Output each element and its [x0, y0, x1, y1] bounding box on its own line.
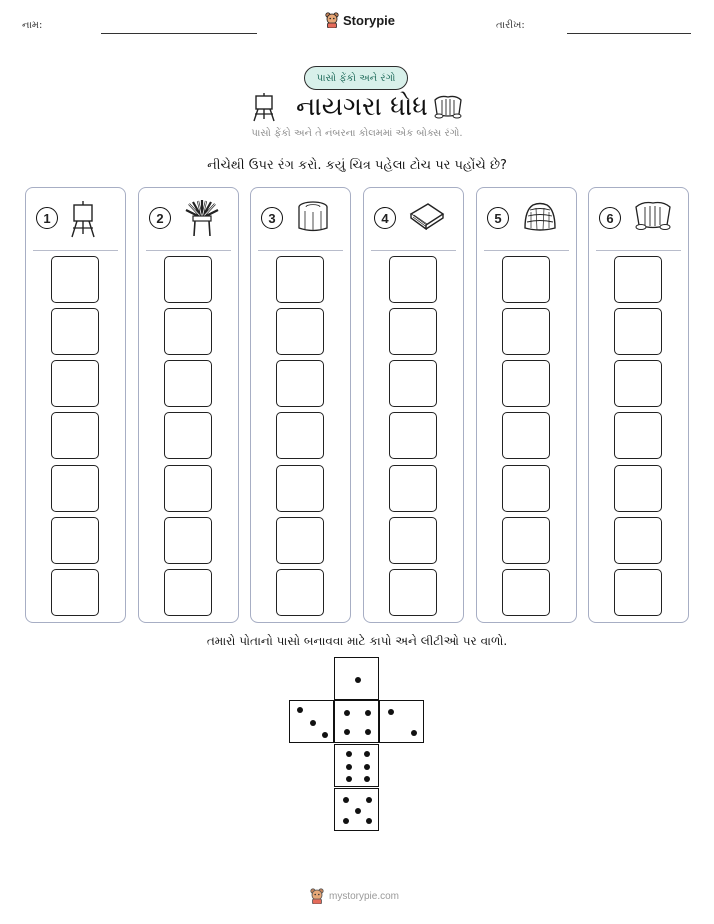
dice-face-5	[334, 788, 379, 831]
column-header	[589, 188, 688, 248]
column-header	[364, 188, 463, 248]
page-title: નાયગરા ધોધ	[296, 92, 428, 122]
column-header	[139, 188, 238, 248]
dice-pip	[364, 776, 370, 782]
dice-pip	[346, 751, 352, 757]
hay-bale-icon	[521, 200, 559, 238]
color-box[interactable]	[614, 256, 662, 303]
dice-pip	[364, 764, 370, 770]
column-5	[476, 187, 577, 623]
color-box[interactable]	[614, 412, 662, 459]
color-box[interactable]	[164, 465, 212, 512]
dice-pip	[297, 707, 303, 713]
column-4	[363, 187, 464, 623]
dice-pip	[355, 808, 361, 814]
color-box[interactable]	[276, 360, 324, 407]
brand-logo	[325, 12, 395, 28]
column-number: 1	[36, 207, 58, 229]
dice-pip	[344, 710, 350, 716]
waterfall-icon	[633, 200, 673, 236]
color-box[interactable]	[276, 308, 324, 355]
column-number: 5	[487, 207, 509, 229]
dice-pip	[346, 764, 352, 770]
dice-pip	[343, 818, 349, 824]
bear-icon	[310, 888, 324, 904]
waterfall-icon	[432, 94, 464, 124]
dice-pip	[365, 729, 371, 735]
color-box[interactable]	[51, 569, 99, 616]
dice-pip	[344, 729, 350, 735]
book-icon	[408, 200, 446, 234]
color-box[interactable]	[502, 308, 550, 355]
dice-face-6	[334, 744, 379, 787]
question-text: નીચેથી ઉપર રંગ કરો. કયું ચિત્ર પહેલા ટોચ પર પહોંચે છે?	[207, 158, 507, 173]
color-box[interactable]	[51, 465, 99, 512]
color-box[interactable]	[276, 256, 324, 303]
color-box[interactable]	[389, 412, 437, 459]
dice-pip	[411, 730, 417, 736]
column-number: 6	[599, 207, 621, 229]
dice-pip	[310, 720, 316, 726]
column-number: 3	[261, 207, 283, 229]
color-box[interactable]	[389, 360, 437, 407]
color-box[interactable]	[164, 360, 212, 407]
dice-pip	[355, 677, 361, 683]
tree-stump-icon	[295, 200, 331, 238]
color-box[interactable]	[51, 308, 99, 355]
color-box[interactable]	[389, 517, 437, 564]
easel-icon	[70, 200, 96, 242]
column-divider	[484, 250, 569, 251]
dice-pip	[322, 732, 328, 738]
column-1	[25, 187, 126, 623]
color-box[interactable]	[389, 569, 437, 616]
color-box[interactable]	[502, 569, 550, 616]
color-box[interactable]	[389, 465, 437, 512]
color-box[interactable]	[614, 517, 662, 564]
dice-pip	[343, 797, 349, 803]
column-3	[250, 187, 351, 623]
date-line	[567, 33, 691, 34]
column-number: 4	[374, 207, 396, 229]
color-box[interactable]	[276, 569, 324, 616]
dice-face-3	[289, 700, 334, 743]
footer-url: mystorypie.com	[329, 890, 400, 902]
color-box[interactable]	[502, 412, 550, 459]
column-2	[138, 187, 239, 623]
column-divider	[596, 250, 681, 251]
color-box[interactable]	[389, 256, 437, 303]
name-label: નામ:	[22, 20, 43, 31]
column-header	[477, 188, 576, 248]
color-box[interactable]	[502, 360, 550, 407]
dice-pip	[366, 818, 372, 824]
headdress-icon	[183, 200, 221, 242]
color-box[interactable]	[502, 256, 550, 303]
column-divider	[258, 250, 343, 251]
color-box[interactable]	[164, 517, 212, 564]
footer	[310, 888, 399, 904]
date-label: તારીખ:	[496, 20, 525, 31]
column-header	[251, 188, 350, 248]
dice-face-1	[334, 657, 379, 700]
column-divider	[146, 250, 231, 251]
easel-icon	[252, 92, 276, 126]
dice-pip	[364, 751, 370, 757]
bear-icon	[325, 12, 339, 28]
dice-face-4	[334, 700, 379, 743]
color-box[interactable]	[164, 308, 212, 355]
color-box[interactable]	[276, 412, 324, 459]
subtitle: પાસો ફેંકો અને તે નંબરના કોલમમાં એક બોક્સ રંગો.	[251, 128, 463, 139]
color-box[interactable]	[164, 412, 212, 459]
dice-instruction: તમારો પોતાનો પાસો બનાવવા માટે કાપો અને લીટીઓ પર વાળો.	[206, 634, 508, 648]
game-badge: પાસો ફેંકો અને રંગો	[304, 66, 408, 90]
dice-pip	[366, 797, 372, 803]
brand-name: Storypie	[343, 12, 396, 28]
column-header	[26, 188, 125, 248]
color-box[interactable]	[164, 569, 212, 616]
color-box[interactable]	[51, 517, 99, 564]
title-row	[0, 90, 714, 126]
column-divider	[371, 250, 456, 251]
column-divider	[33, 250, 118, 251]
dice-pip	[388, 709, 394, 715]
color-box[interactable]	[51, 412, 99, 459]
color-box[interactable]	[614, 465, 662, 512]
color-box[interactable]	[614, 308, 662, 355]
dice-face-2	[379, 700, 424, 743]
dice-pip	[365, 710, 371, 716]
color-box[interactable]	[51, 256, 99, 303]
color-box[interactable]	[614, 360, 662, 407]
color-box[interactable]	[389, 308, 437, 355]
column-number: 2	[149, 207, 171, 229]
color-box[interactable]	[164, 256, 212, 303]
dice-pip	[346, 776, 352, 782]
color-box[interactable]	[502, 517, 550, 564]
column-6	[588, 187, 689, 623]
name-line	[101, 33, 257, 34]
color-box[interactable]	[51, 360, 99, 407]
color-box[interactable]	[502, 465, 550, 512]
color-box[interactable]	[614, 569, 662, 616]
color-box[interactable]	[276, 465, 324, 512]
color-box[interactable]	[276, 517, 324, 564]
